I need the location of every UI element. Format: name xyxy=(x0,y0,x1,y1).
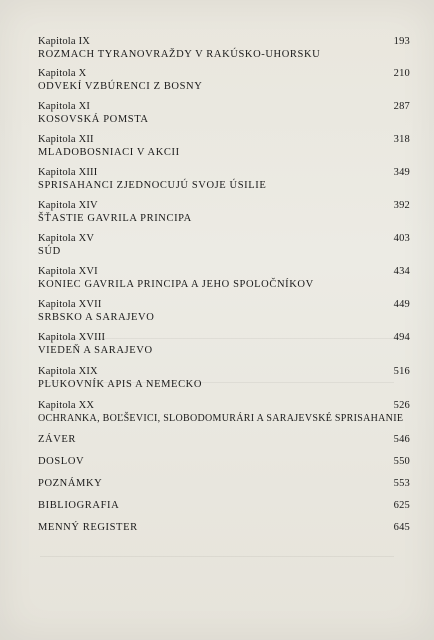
toc-entry-zaver xyxy=(38,432,410,446)
page-number: 434 xyxy=(393,266,410,277)
chapter-title: ŠŤASTIE GAVRILA PRINCIPA xyxy=(38,213,192,224)
chapter-label: Kapitola XIII xyxy=(38,167,98,178)
dot-leader xyxy=(92,66,378,76)
chapter-title: SPRISAHANCI ZJEDNOCUJÚ SVOJE ÚSILIE xyxy=(38,180,267,191)
toc-entry-chapter-19 xyxy=(38,364,410,392)
dot-leader xyxy=(100,398,378,408)
page-number: 193 xyxy=(393,36,410,47)
toc-entry-chapter-10 xyxy=(38,66,410,94)
page-number: 403 xyxy=(393,233,410,244)
toc-entry-poznamky xyxy=(38,476,410,490)
toc-entry-chapter-18 xyxy=(38,330,410,358)
toc-entry-chapter-16 xyxy=(38,264,410,292)
toc-entry-chapter-15 xyxy=(38,231,410,259)
chapter-label: Kapitola XVII xyxy=(38,299,102,310)
dot-leader xyxy=(144,520,378,530)
toc-entry-menny-register xyxy=(38,520,410,534)
chapter-label: Kapitola XV xyxy=(38,233,95,244)
chapter-label: Kapitola XII xyxy=(38,134,94,145)
page-number: 553 xyxy=(393,478,410,489)
dot-leader xyxy=(104,264,378,274)
toc-entry-chapter-14 xyxy=(38,198,410,226)
dot-leader xyxy=(100,132,378,142)
dot-leader xyxy=(82,432,378,442)
chapter-label: Kapitola XVIII xyxy=(38,332,106,343)
chapter-title: MLADOBOSNIACI V AKCII xyxy=(38,147,180,158)
toc-entry-chapter-17 xyxy=(38,297,410,325)
page-number: 210 xyxy=(393,68,410,79)
toc-entry-doslov xyxy=(38,454,410,468)
dot-leader xyxy=(108,476,378,486)
page-number: 349 xyxy=(393,167,410,178)
chapter-label: Kapitola XI xyxy=(38,101,91,112)
dot-leader xyxy=(96,34,378,44)
page-number: 546 xyxy=(393,434,410,445)
chapter-title: KONIEC GAVRILA PRINCIPA A JEHO SPOLOČNÍKOV xyxy=(38,279,314,290)
chapter-label: Kapitola XIX xyxy=(38,366,98,377)
page-number: 625 xyxy=(393,500,410,511)
chapter-title: VIEDEŇ A SARAJEVO xyxy=(38,345,153,356)
chapter-title: PLUKOVNÍK APIS A NEMECKO xyxy=(38,379,203,390)
chapter-title: SÚD xyxy=(38,246,61,257)
page-number: 550 xyxy=(393,456,410,467)
chapter-title: ROZMACH TYRANOVRAŽDY V RAKÚSKO-UHORSKU xyxy=(38,49,321,60)
chapter-label: Kapitola XVI xyxy=(38,266,98,277)
toc-entry-chapter-12 xyxy=(38,132,410,160)
dot-leader xyxy=(108,297,378,307)
section-label: POZNÁMKY xyxy=(38,478,103,489)
chapter-title: SRBSKO A SARAJEVO xyxy=(38,312,155,323)
dot-leader xyxy=(96,99,378,109)
toc-entry-chapter-9 xyxy=(38,34,410,62)
toc-entry-chapter-13 xyxy=(38,165,410,193)
page-number: 449 xyxy=(393,299,410,310)
section-label: MENNÝ REGISTER xyxy=(38,522,138,533)
page-number: 494 xyxy=(393,332,410,343)
dot-leader xyxy=(90,454,378,464)
toc-entry-chapter-20 xyxy=(38,398,410,426)
toc-entry-bibliografia xyxy=(38,498,410,512)
chapter-label: Kapitola XX xyxy=(38,400,95,411)
dot-leader xyxy=(111,330,378,340)
dot-leader xyxy=(104,198,378,208)
page-number: 318 xyxy=(393,134,410,145)
page-number: 645 xyxy=(393,522,410,533)
chapter-label: Kapitola XIV xyxy=(38,200,98,211)
page-number: 516 xyxy=(393,366,410,377)
chapter-label: Kapitola X xyxy=(38,68,87,79)
section-label: ZÁVER xyxy=(38,434,76,445)
chapter-title: ODVEKÍ VZBÚRENCI Z BOSNY xyxy=(38,81,203,92)
page-number: 287 xyxy=(393,101,410,112)
toc-entry-chapter-11 xyxy=(38,99,410,127)
section-label: BIBLIOGRAFIA xyxy=(38,500,120,511)
dot-leader xyxy=(125,498,378,508)
page-number: 526 xyxy=(393,400,410,411)
section-label: DOSLOV xyxy=(38,456,85,467)
chapter-title: KOSOVSKÁ POMSTA xyxy=(38,114,149,125)
chapter-title: OCHRANKA, BOĽŠEVICI, SLOBODOMURÁRI A SARAJEVSKÉ SPRISAHANIE xyxy=(38,413,404,424)
page-number: 392 xyxy=(393,200,410,211)
dot-leader xyxy=(104,364,378,374)
dot-leader xyxy=(103,165,378,175)
chapter-label: Kapitola IX xyxy=(38,36,91,47)
dot-leader xyxy=(100,231,378,241)
